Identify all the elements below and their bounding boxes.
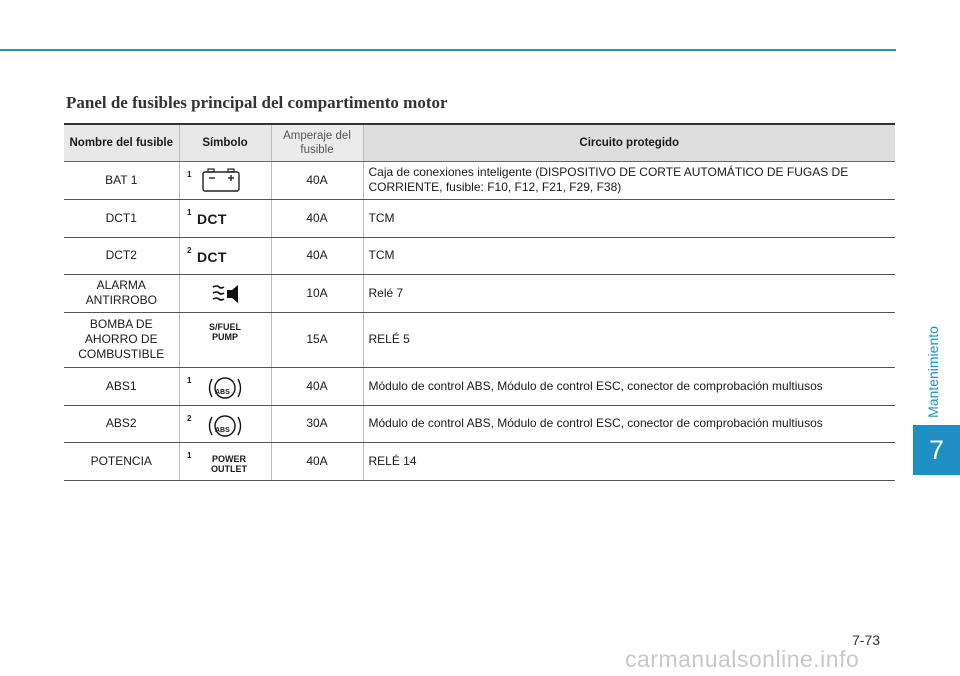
table-row: [64, 237, 895, 274]
fuse-circuit: RELÉ 14: [363, 442, 895, 480]
table-row: [64, 199, 895, 237]
fuse-amperage: 30A: [271, 405, 363, 442]
symbol-index: 1: [187, 170, 192, 179]
fuse-circuit: TCM: [363, 199, 895, 237]
chapter-side-label-text: Mantenimiento: [925, 326, 942, 418]
watermark: carmanualsonline.info: [625, 646, 860, 672]
fuse-amperage: 40A: [271, 367, 363, 405]
chapter-number-tab: 7: [913, 425, 960, 475]
fuse-circuit: Relé 7: [363, 274, 895, 312]
header-symbol: Símbolo: [179, 124, 271, 161]
symbol-text: S/FUEL PUMP: [208, 321, 241, 342]
fuse-symbol: [179, 161, 271, 199]
fuse-symbol: [179, 405, 271, 442]
header-fuse-name: Nombre del fusible: [64, 124, 179, 161]
fuse-amperage: 10A: [271, 274, 363, 312]
table-header-row: [64, 124, 895, 161]
symbol-text: ABS: [215, 426, 230, 434]
battery-icon: [202, 168, 240, 192]
header-circuit: Circuito protegido: [363, 124, 895, 161]
header-amperage: Amperaje del fusible: [271, 124, 363, 161]
table-row: [64, 161, 895, 199]
fuse-amperage: 40A: [271, 237, 363, 274]
fuse-name: POTENCIA: [64, 442, 179, 480]
fuse-name: BAT 1: [64, 161, 179, 199]
symbol-text: DCT: [197, 211, 227, 227]
symbol-text: POWER OUTLET: [211, 454, 247, 474]
fuse-symbol: [179, 274, 271, 312]
fuse-symbol: [179, 442, 271, 480]
page-number: 7-73: [852, 632, 881, 648]
fuse-table: [64, 123, 895, 481]
fuse-circuit: TCM: [363, 237, 895, 274]
fuse-circuit: Módulo de control ABS, Módulo de control ESC, conector de comprobación multiusos: [363, 405, 895, 442]
fuse-symbol: [179, 237, 271, 274]
symbol-index: 1: [187, 376, 192, 385]
power-outlet-icon: [185, 446, 265, 476]
section-title: Panel de fusibles principal del compartimento motor: [66, 93, 448, 112]
fuse-name: ALARMA ANTIRROBO: [64, 274, 179, 312]
fuse-name: BOMBA DE AHORRO DE COMBUSTIBLE: [64, 312, 179, 367]
symbol-index: 1: [187, 451, 192, 460]
fuse-circuit: Caja de conexiones inteligente (DISPOSITIVO DE CORTE AUTOMÁTICO DE FUGAS DE CORRIENTE, fusible: F10, F12, F21, F29, F38): [363, 161, 895, 199]
fuse-name: DCT2: [64, 237, 179, 274]
horn-icon: [211, 283, 241, 305]
fuse-circuit: RELÉ 5: [363, 312, 895, 367]
table-row: [64, 274, 895, 312]
symbol-index: 1: [187, 208, 192, 217]
fuse-amperage: 40A: [271, 161, 363, 199]
dct-icon: [185, 241, 265, 271]
fuse-name: ABS2: [64, 405, 179, 442]
fuse-amperage: 40A: [271, 199, 363, 237]
header-rule: [0, 49, 896, 51]
fuse-symbol: [179, 367, 271, 405]
symbol-index: 2: [187, 413, 192, 423]
symbol-text: ABS: [215, 389, 230, 396]
fuse-name: DCT1: [64, 199, 179, 237]
symbol-text: DCT: [197, 248, 227, 265]
fuse-symbol: [179, 312, 271, 367]
table-row: [64, 442, 895, 480]
fuse-name: ABS1: [64, 367, 179, 405]
symbol-index: 2: [187, 245, 192, 255]
fuse-amperage: 15A: [271, 312, 363, 367]
fuse-pump-icon: [185, 316, 265, 364]
fuse-circuit: Módulo de control ABS, Módulo de control ESC, conector de comprobación multiusos: [363, 367, 895, 405]
chapter-side-label: [921, 324, 945, 420]
table-row: [64, 367, 895, 405]
fuse-amperage: 40A: [271, 442, 363, 480]
table-row: [64, 312, 895, 367]
table-row: [64, 405, 895, 442]
dct-icon: [185, 203, 265, 233]
fuse-symbol: [179, 199, 271, 237]
